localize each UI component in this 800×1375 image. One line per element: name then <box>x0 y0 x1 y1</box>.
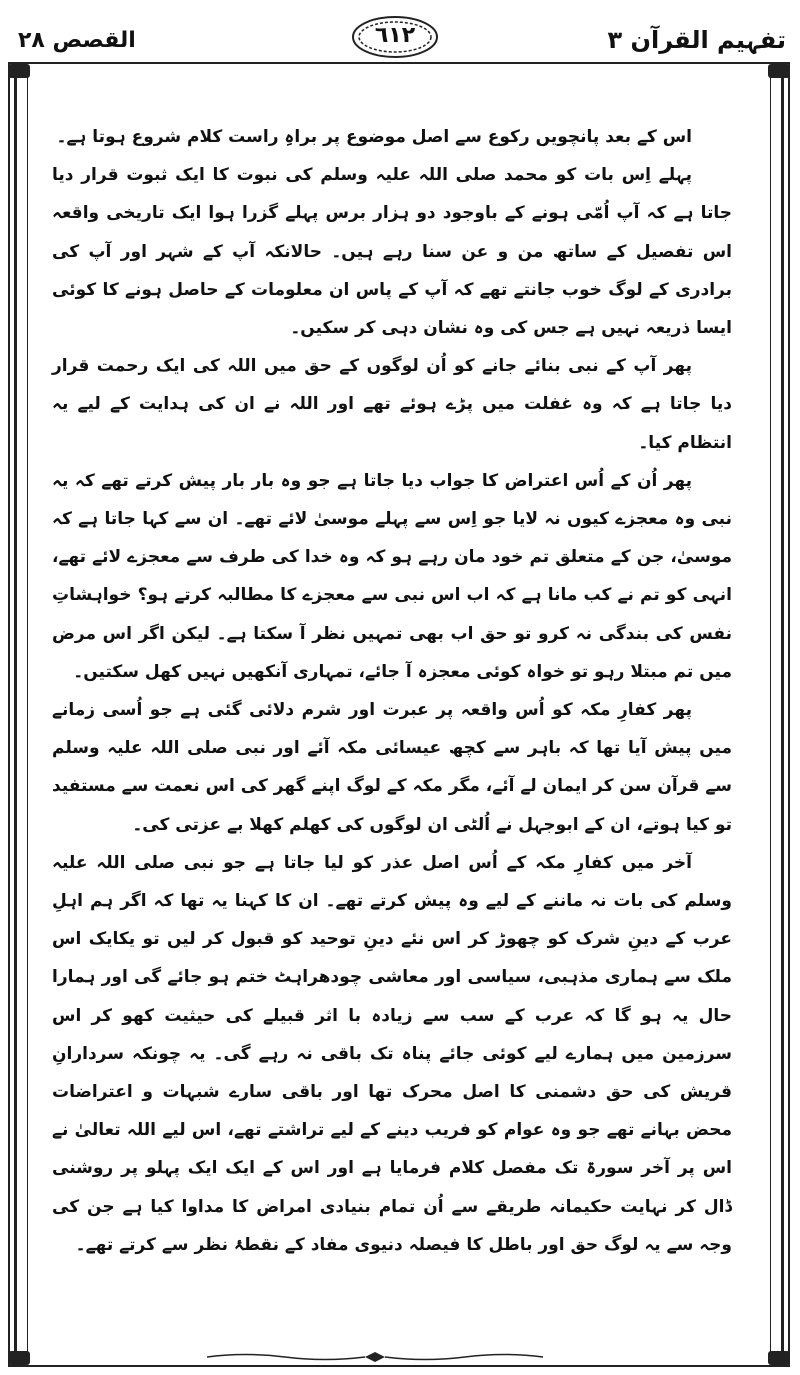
page-number-medallion <box>350 14 440 60</box>
paragraph: پھر کفارِ مکہ کو اُس واقعہ پر عبرت اور شرم دلائی گئی ہے جو اُسی زمانے میں پیش آیا تھا کہ باہر سے کچھ عیسائی مکہ آئے اور نبی صلی اللہ علیہ وسلم سے قرآن سن کر ایمان لے آئے، مگر مکہ کے لوگ اپنے گھر کی اس نعمت سے مستفید تو کیا ہوتے، ان کے ابوجہل نے اُلٹی ان لوگوں کی کھلم کھلا بے عزتی کی۔ <box>52 700 732 835</box>
page-number: ٦١٢ <box>374 23 416 48</box>
chapter-reference: القصص ۲۸ <box>18 28 136 53</box>
page-header <box>0 0 800 60</box>
paragraph: آخر میں کفارِ مکہ کے اُس اصل عذر کو لیا جاتا ہے جو نبی صلی اللہ علیہ وسلم کی بات نہ ماننے کے لیے وہ پیش کرتے تھے۔ ان کا کہنا یہ تھا کہ اگر ہم اہلِ عرب کے دینِ شرک کو چھوڑ کر اس نئے دینِ توحید کو قبول کر لیں تو یکایک اس ملک سے ہماری مذہبی، سیاسی اور معاشی چودھراہٹ ختم ہو جائے گی اور ہمارا حال یہ ہو گا کہ عرب کے سب سے زیادہ با اثر قبیلے کی حیثیت کھو کر اس سرزمین میں ہمارے لیے کوئی جائے پناہ تک باقی نہ رہے گی۔ یہ چونکہ سردارانِ قریش کی حق دشمنی کا اصل محرک تھا اور باقی سارے شبہات و اعتراضات محض بہانے تھے جو وہ عوام کو فریب دینے کے لیے تراشتے تھے، اس لیے اللہ تعالیٰ نے اس پر آخر سورۃ تک مفصل کلام فرمایا ہے اور اس کے ایک ایک پہلو پر روشنی ڈال کر نہایت حکیمانہ طریقے سے اُن تمام بنیادی امراض کا مداوا کیا ہے جن کی وجہ سے یہ لوگ حق اور باطل کا فیصلہ دنیوی مفاد کے نقطۂ نظر سے کرتے تھے۔ <box>52 852 732 1255</box>
section-end-ornament-icon <box>205 1350 545 1364</box>
paragraph: پھر اُن کے اُس اعتراض کا جواب دیا جاتا ہے جو وہ بار بار پیش کرتے تھے کہ یہ نبی وہ معجزے کیوں نہ لایا جو اِس سے پہلے موسیٰ لائے تھے۔ ان سے کہا جاتا ہے کہ موسیٰ، جن کے متعلق تم خود مان رہے ہو کہ وہ خدا کی طرف سے معجزے لائے تھے، انہی کو تم نے کب مانا ہے کہ اب اس نبی سے معجزے کا مطالبہ کرتے ہو؟ خواہشاتِ نفس کی بندگی نہ کرو تو حق اب بھی تمہیں نظر آ سکتا ہے۔ لیکن اگر اس مرض میں تم مبتلا رہو تو خواہ کوئی معجزہ آ جائے، تمہاری آنکھیں نہیں کھل سکتیں۔ <box>52 470 732 682</box>
book-title: تفہیم القرآن ۳ <box>607 26 786 54</box>
border-corner-top-left <box>8 64 30 78</box>
paragraph: پہلے اِس بات کو محمد صلی اللہ علیہ وسلم کی نبوت کا ایک ثبوت قرار دیا جاتا ہے کہ آپ اُمّی ہونے کے باوجود دو ہزار برس پہلے گزرا ہوا ایک تاریخی واقعہ اس تفصیل کے ساتھ من و عن سنا رہے ہیں۔ حالانکہ آپ کے شہر اور آپ کی برادری کے لوگ خوب جانتے تھے کہ آپ کے پاس ان معلومات کے حاصل ہونے کا کوئی ایسا ذریعہ نہیں ہے جس کی وہ نشان دہی کر سکیں۔ <box>52 165 732 339</box>
border-right-column <box>770 74 784 1355</box>
border-left-column <box>14 74 28 1355</box>
paragraph: اس کے بعد پانچویں رکوع سے اصل موضوع پر براہِ راست کلام شروع ہوتا ہے۔ <box>56 127 692 147</box>
border-corner-bottom-left <box>8 1351 30 1365</box>
border-corner-top-right <box>768 64 790 78</box>
border-corner-bottom-right <box>768 1351 790 1365</box>
page-body-text <box>52 118 732 1264</box>
paragraph: پھر آپ کے نبی بنائے جانے کو اُن لوگوں کے حق میں اللہ کی ایک رحمت قرار دیا جاتا ہے کہ وہ غفلت میں پڑے ہوئے تھے اور اللہ نے ان کی ہدایت کے لیے یہ انتظام کیا۔ <box>52 356 732 453</box>
